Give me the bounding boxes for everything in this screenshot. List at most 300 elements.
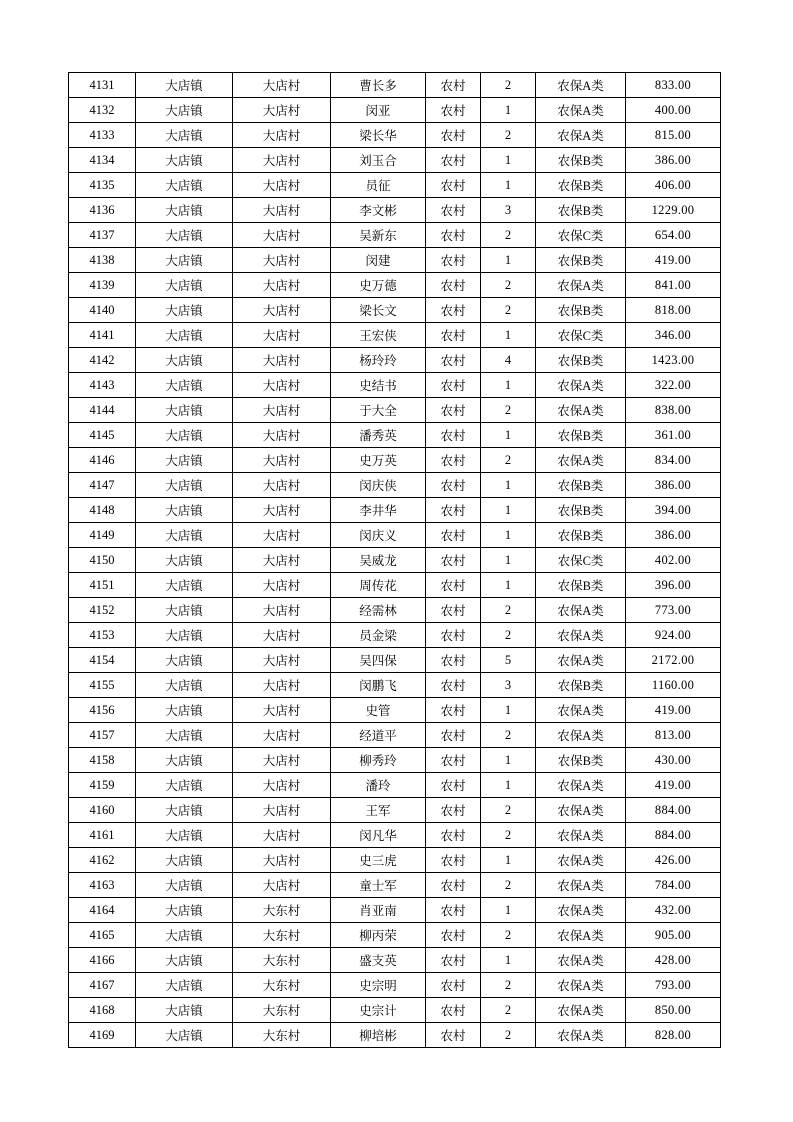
table-cell-name: 吴新东 [331,223,426,248]
table-cell-amount: 813.00 [626,723,721,748]
table-cell-name: 员征 [331,173,426,198]
table-cell-town: 大店镇 [136,198,233,223]
table-cell-type: 农村 [426,273,481,298]
table-cell-amount: 784.00 [626,873,721,898]
table-cell-amount: 833.00 [626,73,721,98]
table-cell-type: 农村 [426,223,481,248]
table-cell-name: 潘玲 [331,773,426,798]
table-row [69,973,721,998]
table-cell-town: 大店镇 [136,223,233,248]
table-cell-amount: 924.00 [626,623,721,648]
table-cell-id: 4155 [69,673,136,698]
table-cell-id: 4131 [69,73,136,98]
table-cell-amount: 432.00 [626,898,721,923]
table-cell-id: 4143 [69,373,136,398]
table-cell-type: 农村 [426,1023,481,1048]
table-cell-village: 大店村 [233,548,331,573]
table-cell-id: 4152 [69,598,136,623]
table-cell-count: 2 [481,923,536,948]
table-cell-count: 1 [481,773,536,798]
table-cell-village: 大店村 [233,198,331,223]
table-cell-category: 农保A类 [536,623,626,648]
table-row [69,648,721,673]
table-cell-amount: 841.00 [626,273,721,298]
table-cell-category: 农保B类 [536,498,626,523]
table-cell-name: 梁长华 [331,123,426,148]
table-cell-type: 农村 [426,298,481,323]
table-cell-village: 大店村 [233,298,331,323]
table-cell-village: 大东村 [233,923,331,948]
table-cell-village: 大店村 [233,848,331,873]
table-cell-amount: 396.00 [626,573,721,598]
table-cell-town: 大店镇 [136,498,233,523]
table-cell-category: 农保C类 [536,223,626,248]
table-cell-category: 农保B类 [536,148,626,173]
table-cell-name: 曹长多 [331,73,426,98]
table-row [69,898,721,923]
table-cell-count: 1 [481,373,536,398]
table-cell-count: 2 [481,123,536,148]
table-cell-town: 大店镇 [136,448,233,473]
table-cell-amount: 905.00 [626,923,721,948]
table-cell-type: 农村 [426,798,481,823]
table-cell-type: 农村 [426,848,481,873]
table-cell-id: 4145 [69,423,136,448]
table-cell-amount: 773.00 [626,598,721,623]
table-cell-category: 农保A类 [536,373,626,398]
table-cell-name: 吴四保 [331,648,426,673]
table-row [69,323,721,348]
table-cell-count: 2 [481,448,536,473]
table-cell-count: 4 [481,348,536,373]
table-cell-type: 农村 [426,323,481,348]
table-cell-category: 农保B类 [536,348,626,373]
table-cell-count: 1 [481,573,536,598]
table-cell-id: 4138 [69,248,136,273]
table-cell-count: 1 [481,698,536,723]
table-cell-amount: 815.00 [626,123,721,148]
table-cell-category: 农保A类 [536,873,626,898]
table-cell-type: 农村 [426,423,481,448]
table-cell-count: 1 [481,748,536,773]
table-cell-name: 李文彬 [331,198,426,223]
table-cell-village: 大店村 [233,173,331,198]
table-cell-type: 农村 [426,473,481,498]
table-cell-town: 大店镇 [136,848,233,873]
table-cell-town: 大店镇 [136,873,233,898]
table-cell-amount: 430.00 [626,748,721,773]
table-cell-town: 大店镇 [136,723,233,748]
table-cell-id: 4141 [69,323,136,348]
table-row [69,723,721,748]
table-cell-id: 4160 [69,798,136,823]
table-row [69,573,721,598]
table-cell-category: 农保A类 [536,973,626,998]
table-cell-id: 4132 [69,98,136,123]
table-cell-id: 4133 [69,123,136,148]
table-cell-category: 农保A类 [536,123,626,148]
table-cell-category: 农保A类 [536,773,626,798]
table-row [69,873,721,898]
table-cell-town: 大店镇 [136,823,233,848]
table-cell-category: 农保A类 [536,648,626,673]
table-cell-count: 2 [481,798,536,823]
table-cell-type: 农村 [426,523,481,548]
table-cell-id: 4167 [69,973,136,998]
table-cell-village: 大店村 [233,648,331,673]
table-cell-category: 农保A类 [536,898,626,923]
table-cell-count: 2 [481,223,536,248]
table-cell-count: 1 [481,323,536,348]
table-cell-village: 大店村 [233,623,331,648]
table-cell-id: 4153 [69,623,136,648]
table-cell-name: 闵鹏飞 [331,673,426,698]
table-cell-name: 闵建 [331,248,426,273]
table-cell-village: 大店村 [233,873,331,898]
table-cell-amount: 428.00 [626,948,721,973]
table-cell-id: 4164 [69,898,136,923]
table-cell-amount: 394.00 [626,498,721,523]
table-cell-category: 农保B类 [536,198,626,223]
table-cell-name: 经道平 [331,723,426,748]
table-cell-id: 4137 [69,223,136,248]
table-cell-town: 大店镇 [136,373,233,398]
table-row [69,123,721,148]
table-cell-type: 农村 [426,248,481,273]
table-cell-village: 大店村 [233,348,331,373]
table-cell-town: 大店镇 [136,248,233,273]
table-cell-count: 1 [481,173,536,198]
table-cell-type: 农村 [426,148,481,173]
table-cell-amount: 386.00 [626,473,721,498]
table-cell-type: 农村 [426,573,481,598]
table-cell-name: 闵庆义 [331,523,426,548]
table-cell-count: 1 [481,98,536,123]
table-row [69,673,721,698]
table-cell-town: 大店镇 [136,748,233,773]
table-cell-type: 农村 [426,698,481,723]
table-cell-id: 4140 [69,298,136,323]
table-cell-count: 2 [481,998,536,1023]
table-row [69,73,721,98]
table-cell-type: 农村 [426,723,481,748]
table-cell-town: 大店镇 [136,98,233,123]
table-cell-id: 4142 [69,348,136,373]
table-cell-category: 农保A类 [536,398,626,423]
table-cell-town: 大店镇 [136,323,233,348]
table-cell-town: 大店镇 [136,273,233,298]
table-row [69,273,721,298]
table-cell-town: 大店镇 [136,623,233,648]
table-cell-amount: 426.00 [626,848,721,873]
table-cell-village: 大店村 [233,748,331,773]
table-cell-amount: 828.00 [626,1023,721,1048]
table-cell-category: 农保B类 [536,673,626,698]
table-cell-id: 4136 [69,198,136,223]
table-row [69,498,721,523]
table-cell-name: 史宗明 [331,973,426,998]
table-cell-category: 农保B类 [536,748,626,773]
table-cell-amount: 386.00 [626,523,721,548]
table-cell-category: 农保A类 [536,448,626,473]
table-cell-type: 农村 [426,373,481,398]
table-cell-amount: 402.00 [626,548,721,573]
table-cell-amount: 834.00 [626,448,721,473]
table-cell-count: 1 [481,473,536,498]
table-row [69,948,721,973]
table-cell-count: 2 [481,273,536,298]
table-cell-village: 大店村 [233,498,331,523]
table-row [69,448,721,473]
table-cell-town: 大店镇 [136,998,233,1023]
table-cell-category: 农保B类 [536,473,626,498]
table-cell-count: 1 [481,248,536,273]
table-row [69,148,721,173]
table-cell-name: 王军 [331,798,426,823]
table-cell-amount: 2172.00 [626,648,721,673]
table-cell-category: 农保A类 [536,948,626,973]
table-cell-category: 农保A类 [536,798,626,823]
table-cell-village: 大店村 [233,248,331,273]
table-cell-town: 大店镇 [136,123,233,148]
table-cell-town: 大店镇 [136,473,233,498]
table-cell-category: 农保B类 [536,423,626,448]
table-cell-id: 4161 [69,823,136,848]
table-cell-name: 潘秀英 [331,423,426,448]
table-cell-town: 大店镇 [136,423,233,448]
table-cell-id: 4148 [69,498,136,523]
table-cell-type: 农村 [426,923,481,948]
table-row [69,248,721,273]
table-cell-id: 4165 [69,923,136,948]
table-cell-type: 农村 [426,123,481,148]
table-cell-name: 周传花 [331,573,426,598]
table-cell-type: 农村 [426,748,481,773]
table-cell-count: 2 [481,73,536,98]
table-cell-name: 史三虎 [331,848,426,873]
table-cell-category: 农保B类 [536,573,626,598]
table-cell-village: 大店村 [233,123,331,148]
table-row [69,198,721,223]
table-cell-town: 大店镇 [136,973,233,998]
table-cell-village: 大店村 [233,773,331,798]
table-cell-name: 柳丙荣 [331,923,426,948]
table-cell-count: 2 [481,398,536,423]
table-cell-amount: 654.00 [626,223,721,248]
table-row [69,223,721,248]
table-cell-id: 4166 [69,948,136,973]
table-cell-name: 王宏侠 [331,323,426,348]
table-cell-count: 2 [481,723,536,748]
table-cell-name: 经需林 [331,598,426,623]
table-cell-name: 史结书 [331,373,426,398]
table-cell-town: 大店镇 [136,698,233,723]
table-row [69,398,721,423]
table-cell-town: 大店镇 [136,548,233,573]
table-cell-count: 1 [481,848,536,873]
table-cell-name: 柳培彬 [331,1023,426,1048]
table-cell-amount: 406.00 [626,173,721,198]
table-cell-name: 员金梁 [331,623,426,648]
table-cell-village: 大店村 [233,523,331,548]
table-cell-count: 1 [481,148,536,173]
table-cell-type: 农村 [426,348,481,373]
table-cell-id: 4158 [69,748,136,773]
table-row [69,473,721,498]
table-row [69,98,721,123]
table-cell-village: 大店村 [233,723,331,748]
table-cell-type: 农村 [426,873,481,898]
table-cell-id: 4149 [69,523,136,548]
table-cell-name: 史管 [331,698,426,723]
table-cell-category: 农保B类 [536,173,626,198]
table-cell-town: 大店镇 [136,298,233,323]
table-cell-count: 2 [481,598,536,623]
table-cell-count: 2 [481,623,536,648]
table-cell-count: 1 [481,898,536,923]
table-cell-count: 2 [481,1023,536,1048]
table-cell-amount: 419.00 [626,248,721,273]
table-cell-category: 农保A类 [536,998,626,1023]
table-cell-type: 农村 [426,623,481,648]
table-cell-amount: 1229.00 [626,198,721,223]
table-cell-amount: 1423.00 [626,348,721,373]
table-cell-type: 农村 [426,498,481,523]
table-cell-type: 农村 [426,973,481,998]
table-cell-category: 农保C类 [536,323,626,348]
table-cell-village: 大东村 [233,948,331,973]
table-cell-village: 大店村 [233,323,331,348]
table-cell-amount: 793.00 [626,973,721,998]
table-cell-type: 农村 [426,773,481,798]
table-cell-name: 柳秀玲 [331,748,426,773]
table-cell-town: 大店镇 [136,173,233,198]
table-cell-town: 大店镇 [136,948,233,973]
table-cell-town: 大店镇 [136,898,233,923]
table-cell-category: 农保A类 [536,823,626,848]
table-cell-id: 4169 [69,1023,136,1048]
table-cell-type: 农村 [426,198,481,223]
table-cell-village: 大店村 [233,73,331,98]
table-row [69,373,721,398]
table-cell-category: 农保A类 [536,923,626,948]
table-cell-name: 闵庆侠 [331,473,426,498]
table-cell-count: 2 [481,973,536,998]
table-cell-amount: 838.00 [626,398,721,423]
table-cell-village: 大店村 [233,148,331,173]
table-cell-type: 农村 [426,448,481,473]
table-cell-name: 闵亚 [331,98,426,123]
table-cell-village: 大东村 [233,1023,331,1048]
table-row [69,423,721,448]
table-cell-town: 大店镇 [136,598,233,623]
table-cell-village: 大东村 [233,973,331,998]
table-cell-village: 大店村 [233,273,331,298]
table-cell-category: 农保B类 [536,298,626,323]
table-cell-id: 4151 [69,573,136,598]
table-cell-town: 大店镇 [136,523,233,548]
table-cell-category: 农保A类 [536,73,626,98]
table-row [69,598,721,623]
table-row [69,798,721,823]
table-cell-category: 农保A类 [536,273,626,298]
table-cell-category: 农保B类 [536,523,626,548]
table-cell-amount: 884.00 [626,823,721,848]
table-cell-name: 史万英 [331,448,426,473]
table-cell-village: 大店村 [233,823,331,848]
table-cell-type: 农村 [426,648,481,673]
table-cell-name: 梁长文 [331,298,426,323]
table-cell-count: 2 [481,873,536,898]
table-cell-amount: 1160.00 [626,673,721,698]
table-cell-town: 大店镇 [136,348,233,373]
table-row [69,348,721,373]
table-row [69,298,721,323]
table-cell-village: 大店村 [233,423,331,448]
table-cell-type: 农村 [426,998,481,1023]
table-cell-town: 大店镇 [136,398,233,423]
table-cell-count: 1 [481,523,536,548]
table-cell-count: 3 [481,198,536,223]
table-cell-village: 大店村 [233,373,331,398]
table-cell-town: 大店镇 [136,648,233,673]
table-row [69,1023,721,1048]
records-table [68,72,721,1048]
table-cell-amount: 361.00 [626,423,721,448]
table-cell-town: 大店镇 [136,923,233,948]
table-cell-town: 大店镇 [136,673,233,698]
table-cell-village: 大店村 [233,673,331,698]
table-cell-name: 史万德 [331,273,426,298]
table-cell-amount: 346.00 [626,323,721,348]
table-cell-type: 农村 [426,898,481,923]
table-cell-name: 刘玉合 [331,148,426,173]
table-cell-id: 4163 [69,873,136,898]
table-cell-type: 农村 [426,98,481,123]
table-cell-name: 史宗计 [331,998,426,1023]
table-cell-id: 4134 [69,148,136,173]
table-row [69,848,721,873]
table-cell-id: 4139 [69,273,136,298]
table-row [69,773,721,798]
table-cell-village: 大店村 [233,223,331,248]
table-cell-category: 农保A类 [536,848,626,873]
table-cell-village: 大店村 [233,448,331,473]
table-row [69,823,721,848]
table-row [69,173,721,198]
table-cell-id: 4154 [69,648,136,673]
table-cell-town: 大店镇 [136,73,233,98]
records-table-body [69,73,721,1048]
table-cell-town: 大店镇 [136,798,233,823]
table-cell-type: 农村 [426,823,481,848]
table-cell-name: 于大全 [331,398,426,423]
table-cell-amount: 322.00 [626,373,721,398]
table-cell-id: 4147 [69,473,136,498]
table-row [69,998,721,1023]
table-cell-name: 肖亚南 [331,898,426,923]
table-cell-village: 大店村 [233,798,331,823]
table-cell-type: 农村 [426,673,481,698]
table-cell-town: 大店镇 [136,773,233,798]
table-cell-count: 2 [481,298,536,323]
table-cell-town: 大店镇 [136,1023,233,1048]
table-row [69,523,721,548]
table-cell-id: 4159 [69,773,136,798]
table-cell-name: 李井华 [331,498,426,523]
table-cell-name: 童士军 [331,873,426,898]
table-cell-id: 4156 [69,698,136,723]
